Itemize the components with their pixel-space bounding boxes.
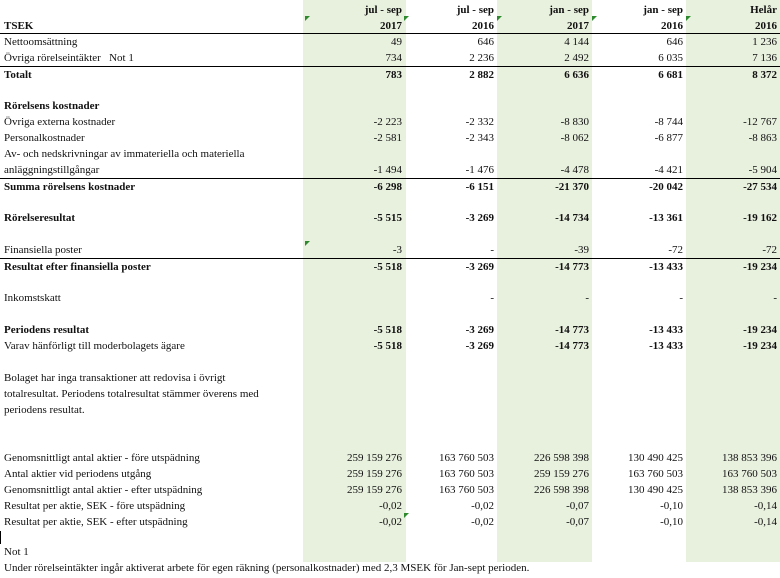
cell-value: 2 492: [564, 52, 589, 64]
header-period: Helår: [750, 4, 777, 16]
cell-value: 783: [385, 69, 402, 81]
header-year: 2016: [472, 20, 494, 32]
cell-value: -0,14: [754, 500, 777, 512]
cell-value: -6 151: [465, 181, 494, 193]
row-label: Varav hänförligt till moderbolagets ägare: [4, 340, 185, 352]
cell-value: -0,14: [754, 516, 777, 528]
footnote-text: Under rörelseintäkter ingår aktiverat arbete för egen räkning (personalkostnader) med 2,3 MSEK för Jan-sept perioden.: [4, 562, 530, 574]
cell-value: 6 035: [658, 52, 683, 64]
cell-value: -0,10: [660, 516, 683, 528]
cell-value: -5 518: [373, 324, 402, 336]
row-avskrivningar-line1: [0, 146, 780, 162]
row-label: Av- och nedskrivningar av immateriella och materiella: [4, 148, 245, 160]
row-label: Resultat per aktie, SEK - före utspädning: [4, 500, 186, 512]
cell-value: -0,02: [379, 516, 402, 528]
cell-value: -6 877: [654, 132, 683, 144]
text-cursor: [0, 531, 1, 544]
cell-value: 259 159 276: [534, 468, 589, 480]
row-label: Resultat per aktie, SEK - efter utspädning: [4, 516, 188, 528]
row-periodens-resultat: [0, 322, 780, 338]
cell-value: -72: [762, 244, 777, 256]
section-heading-rorelsens-kostnader: [0, 98, 780, 114]
cell-value: -3: [392, 244, 402, 256]
cell-value: -0,02: [471, 516, 494, 528]
row-label: Inkomstskatt: [4, 292, 61, 304]
cell-value: -: [679, 292, 683, 304]
row-antal-aktier-utgang: [0, 466, 780, 482]
row-personalkostnader: [0, 130, 780, 146]
cell-value: -13 433: [649, 261, 683, 273]
cell-value: -5 904: [748, 164, 777, 176]
cell-value: -2 581: [373, 132, 402, 144]
header-period: jul - sep: [364, 4, 402, 16]
cell-value: -3 269: [465, 340, 494, 352]
cell-value: 138 853 396: [722, 484, 777, 496]
cell-value: -13 433: [649, 324, 683, 336]
cell-value: 259 159 276: [347, 452, 402, 464]
cell-value: 226 598 398: [534, 452, 589, 464]
row-label: Antal aktier vid periodens utgång: [4, 468, 152, 480]
row-label: anläggningstillgångar: [4, 164, 100, 176]
note-line: Bolaget har inga transaktioner att redovisa i övrigt: [4, 372, 226, 384]
row-label: Övriga externa kostnader: [4, 116, 116, 128]
header-period: jan - sep: [643, 4, 683, 16]
cell-value: 6 636: [564, 69, 589, 81]
cell-value: 259 159 276: [347, 484, 402, 496]
row-varav-moderbolagets-agare: [0, 338, 780, 354]
row-label: Finansiella poster: [4, 244, 82, 256]
header-year: 2017: [380, 20, 402, 32]
cell-value: -4 478: [560, 164, 589, 176]
cell-value: -: [490, 244, 494, 256]
cell-value: 49: [391, 36, 402, 48]
cell-value: -39: [574, 244, 589, 256]
cell-value: -13 361: [649, 212, 683, 224]
cell-value: -: [490, 292, 494, 304]
row-rorelseresultat: [0, 210, 780, 226]
cell-value: -19 162: [743, 212, 777, 224]
cell-value: -1 476: [465, 164, 494, 176]
row-nettoomsattning: [0, 34, 780, 50]
cell-value: -0,02: [471, 500, 494, 512]
cell-value: 163 760 503: [439, 452, 494, 464]
header-unit-label: TSEK: [4, 20, 34, 32]
cell-value: -3 269: [465, 324, 494, 336]
cell-value: -72: [668, 244, 683, 256]
cell-value: 163 760 503: [439, 468, 494, 480]
cell-value: 646: [666, 36, 683, 48]
cell-value: -5 518: [373, 261, 402, 273]
cell-value: -2 332: [465, 116, 494, 128]
cell-value: 163 760 503: [628, 468, 683, 480]
cell-value: -19 234: [743, 261, 777, 273]
row-label: Totalt: [4, 69, 32, 81]
header-year: 2017: [567, 20, 589, 32]
row-label: Periodens resultat: [4, 324, 90, 336]
row-label: Summa rörelsens kostnader: [4, 181, 136, 193]
row-label: Resultat efter finansiella poster: [4, 261, 151, 273]
cell-value: 8 372: [752, 69, 777, 81]
cell-value: -8 830: [560, 116, 589, 128]
cell-value: -14 734: [555, 212, 589, 224]
header-year-row: [0, 18, 780, 34]
cell-value: -19 234: [743, 324, 777, 336]
cell-value: 2 236: [469, 52, 494, 64]
cell-value: -21 370: [555, 181, 589, 193]
header-period: jan - sep: [549, 4, 589, 16]
cell-value: 2 882: [469, 69, 494, 81]
row-ovriga-externa-kostnader: [0, 114, 780, 130]
row-totalt: [0, 66, 780, 82]
cell-value: -2 223: [373, 116, 402, 128]
row-resultat-per-aktie-efter: [0, 514, 780, 530]
cell-value: 4 144: [564, 36, 589, 48]
cell-value: 130 490 425: [628, 484, 683, 496]
cell-value: -6 298: [373, 181, 402, 193]
row-snitt-aktier-efter: [0, 482, 780, 498]
row-label: Rörelseresultat: [4, 212, 76, 224]
header-year: 2016: [661, 20, 683, 32]
cell-value: 7 136: [752, 52, 777, 64]
cell-value: -5 515: [373, 212, 402, 224]
row-label: Genomsnittligt antal aktier - efter utspädning: [4, 484, 203, 496]
cell-value: 138 853 396: [722, 452, 777, 464]
header-period-row: [0, 2, 780, 18]
row-resultat-per-aktie-fore: [0, 498, 780, 514]
cell-value: -8 863: [748, 132, 777, 144]
row-label: Övriga rörelseintäkter Not 1: [4, 52, 134, 64]
cell-value: 6 681: [658, 69, 683, 81]
cell-value: -14 773: [555, 261, 589, 273]
cell-value: 259 159 276: [347, 468, 402, 480]
row-ovriga-rorelseintakter: [0, 50, 780, 66]
cell-value: -19 234: [743, 340, 777, 352]
row-finansiella-poster: [0, 242, 780, 258]
cell-value: 163 760 503: [722, 468, 777, 480]
cell-value: -12 767: [743, 116, 777, 128]
row-label: Genomsnittligt antal aktier - före utspädning: [4, 452, 200, 464]
cell-value: -20 042: [649, 181, 683, 193]
cell-value: 734: [385, 52, 402, 64]
cell-value: -0,07: [566, 516, 589, 528]
cell-value: -: [585, 292, 589, 304]
cell-value: -0,02: [379, 500, 402, 512]
cell-value: 646: [477, 36, 494, 48]
cell-value: 163 760 503: [439, 484, 494, 496]
header-year: 2016: [755, 20, 777, 32]
cell-value: -3 269: [465, 261, 494, 273]
row-inkomstskatt: [0, 290, 780, 306]
row-snitt-aktier-fore: [0, 450, 780, 466]
cell-value: -: [773, 292, 777, 304]
cell-value: -14 773: [555, 340, 589, 352]
row-label: Personalkostnader: [4, 132, 85, 144]
cell-value: 130 490 425: [628, 452, 683, 464]
row-resultat-efter-finansiella-poster: [0, 258, 780, 274]
note-line: periodens resultat.: [4, 404, 85, 416]
footnote-title: Not 1: [4, 546, 29, 558]
cell-value: -3 269: [465, 212, 494, 224]
cell-value: 1 236: [752, 36, 777, 48]
cell-value: -4 421: [654, 164, 683, 176]
cell-value: -8 744: [654, 116, 683, 128]
cell-value: -0,07: [566, 500, 589, 512]
cell-value: 226 598 398: [534, 484, 589, 496]
cell-value: -1 494: [373, 164, 402, 176]
totalresultat-note: [4, 370, 294, 418]
section-heading: Rörelsens kostnader: [4, 100, 100, 112]
cell-value: -27 534: [743, 181, 777, 193]
header-period: jul - sep: [456, 4, 494, 16]
row-summa-rorelsens-kostnader: [0, 178, 780, 194]
cell-value: -5 518: [373, 340, 402, 352]
cell-value: -2 343: [465, 132, 494, 144]
cell-value: -0,10: [660, 500, 683, 512]
cell-value: -14 773: [555, 324, 589, 336]
note-line: totalresultat. Periodens totalresultat stämmer överens med: [4, 388, 259, 400]
row-avskrivningar: [0, 162, 780, 178]
cell-value: -8 062: [560, 132, 589, 144]
row-label: Nettoomsättning: [4, 36, 78, 48]
cell-value: -13 433: [649, 340, 683, 352]
